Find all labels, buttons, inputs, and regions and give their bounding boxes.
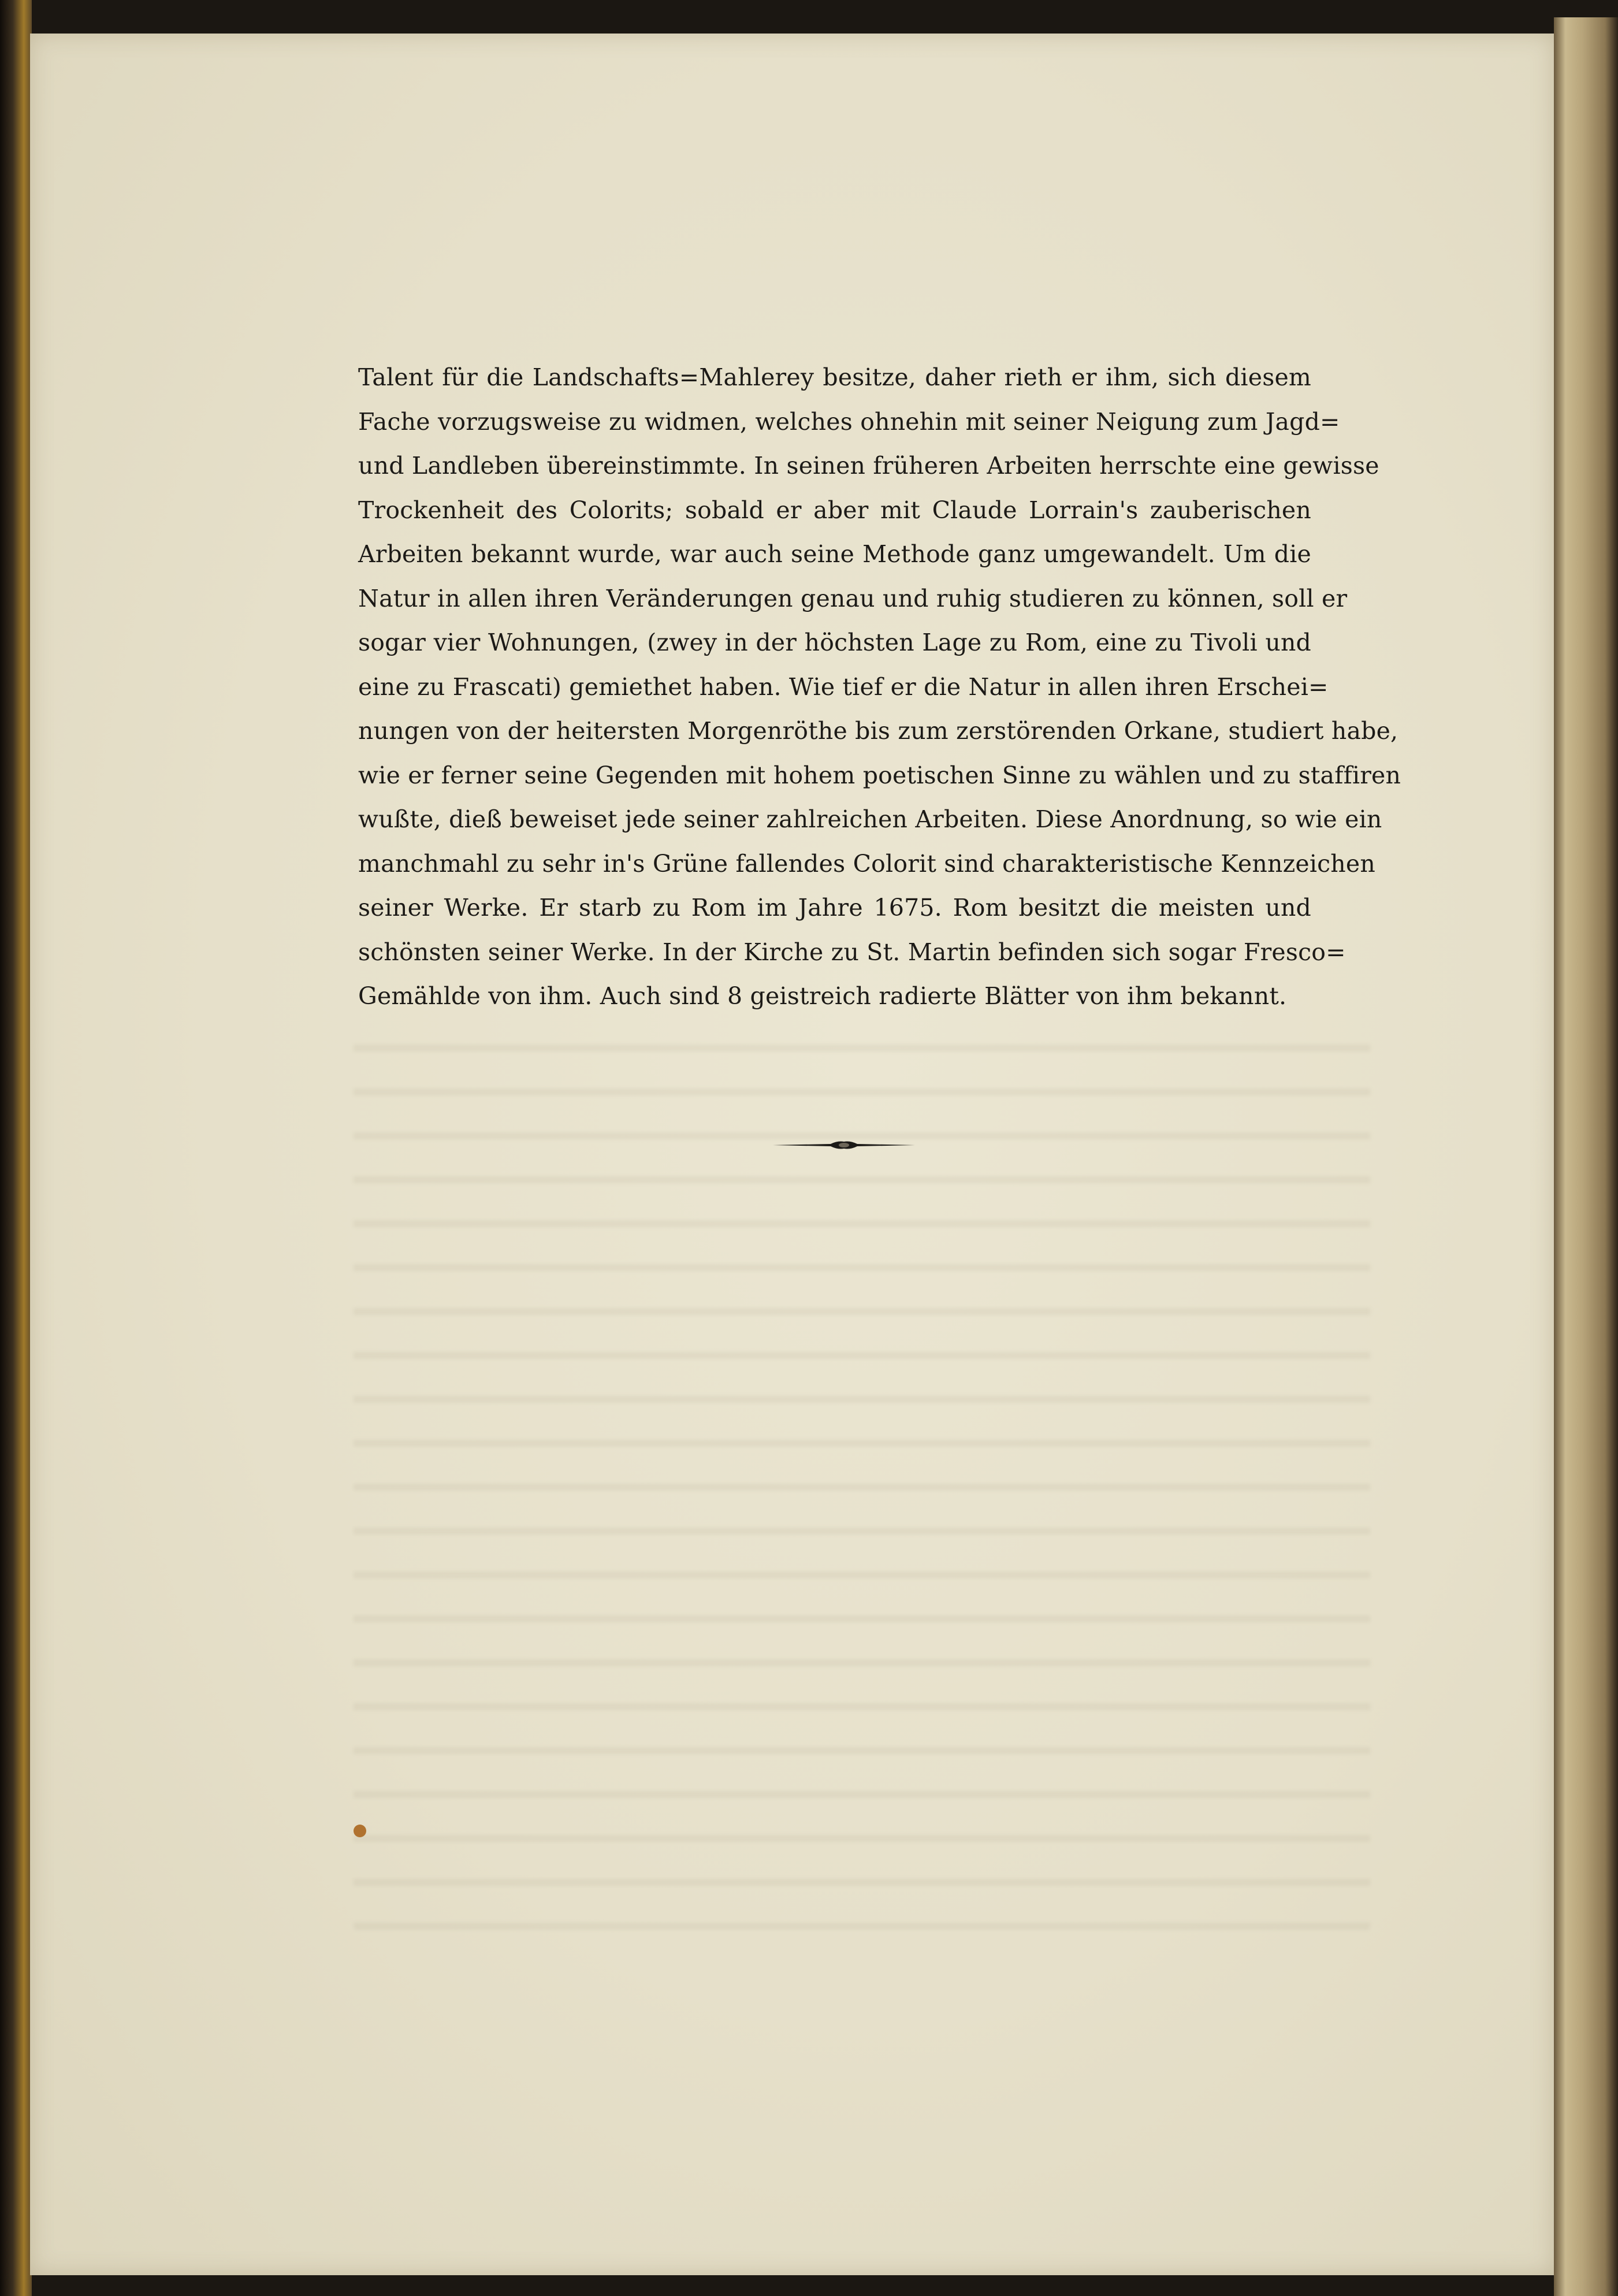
text-line-2: Fache vorzugsweise zu widmen, welches ohnehin mit seiner Neigung zum Jagd= (358, 407, 1340, 436)
text-line-4: Trockenheit des Colorits; sobald er aber mit Claude Lorrain's zauberischen (358, 496, 1311, 524)
text-line-15: Gemählde von ihm. Auch sind 8 geistreich radierte Blätter von ihm bekannt. (358, 982, 1287, 1010)
text-line-7: sogar vier Wohnungen, (zwey in der höchsten Lage zu Rom, eine zu Tivoli und (358, 629, 1311, 656)
text-line-14: schönsten seiner Werke. In der Kirche zu St. Martin befinden sich sogar Fresco= (358, 938, 1346, 966)
text-line-3: und Landleben übereinstimmte. In seinen früheren Arbeiten herrschte eine gewisse (358, 452, 1379, 480)
text-line-9: nungen von der heitersten Morgenröthe bis zum zerstörenden Orkane, studiert habe, (358, 717, 1398, 745)
book-binding (0, 0, 32, 2296)
body-text (358, 355, 1401, 1019)
text-line-13: seiner Werke. Er starb zu Rom im Jahre 1675. Rom besitzt die meisten und (358, 894, 1311, 922)
bleed-through-shadow (354, 1016, 1370, 1940)
text-line-11: wußte, dieß beweiset jede seiner zahlreichen Arbeiten. Diese Anordnung, so wie ein (358, 805, 1382, 833)
text-line-1: Talent für die Landschafts=Mahlerey besitze, daher rieth er ihm, sich diesem (358, 363, 1311, 391)
text-line-5: Arbeiten bekannt wurde, war auch seine Methode ganz umgewandelt. Um die (358, 540, 1311, 568)
text-line-12: manchmahl zu sehr in's Grüne fallendes Colorit sind charakteristische Kennzeichen (358, 849, 1375, 878)
text-line-6: Natur in allen ihren Veränderungen genau und ruhig studieren zu können, soll er (358, 584, 1348, 612)
text-line-10: wie er ferner seine Gegenden mit hohem poetischen Sinne zu wählen und zu staffiren (358, 761, 1401, 789)
tailpiece-ornament-icon (773, 1138, 915, 1152)
next-page-edge (1554, 17, 1618, 2296)
foxing-spot (354, 1825, 366, 1837)
text-line-8: eine zu Frascati) gemiethet haben. Wie tief er die Natur in allen ihren Erschei= (358, 673, 1329, 701)
